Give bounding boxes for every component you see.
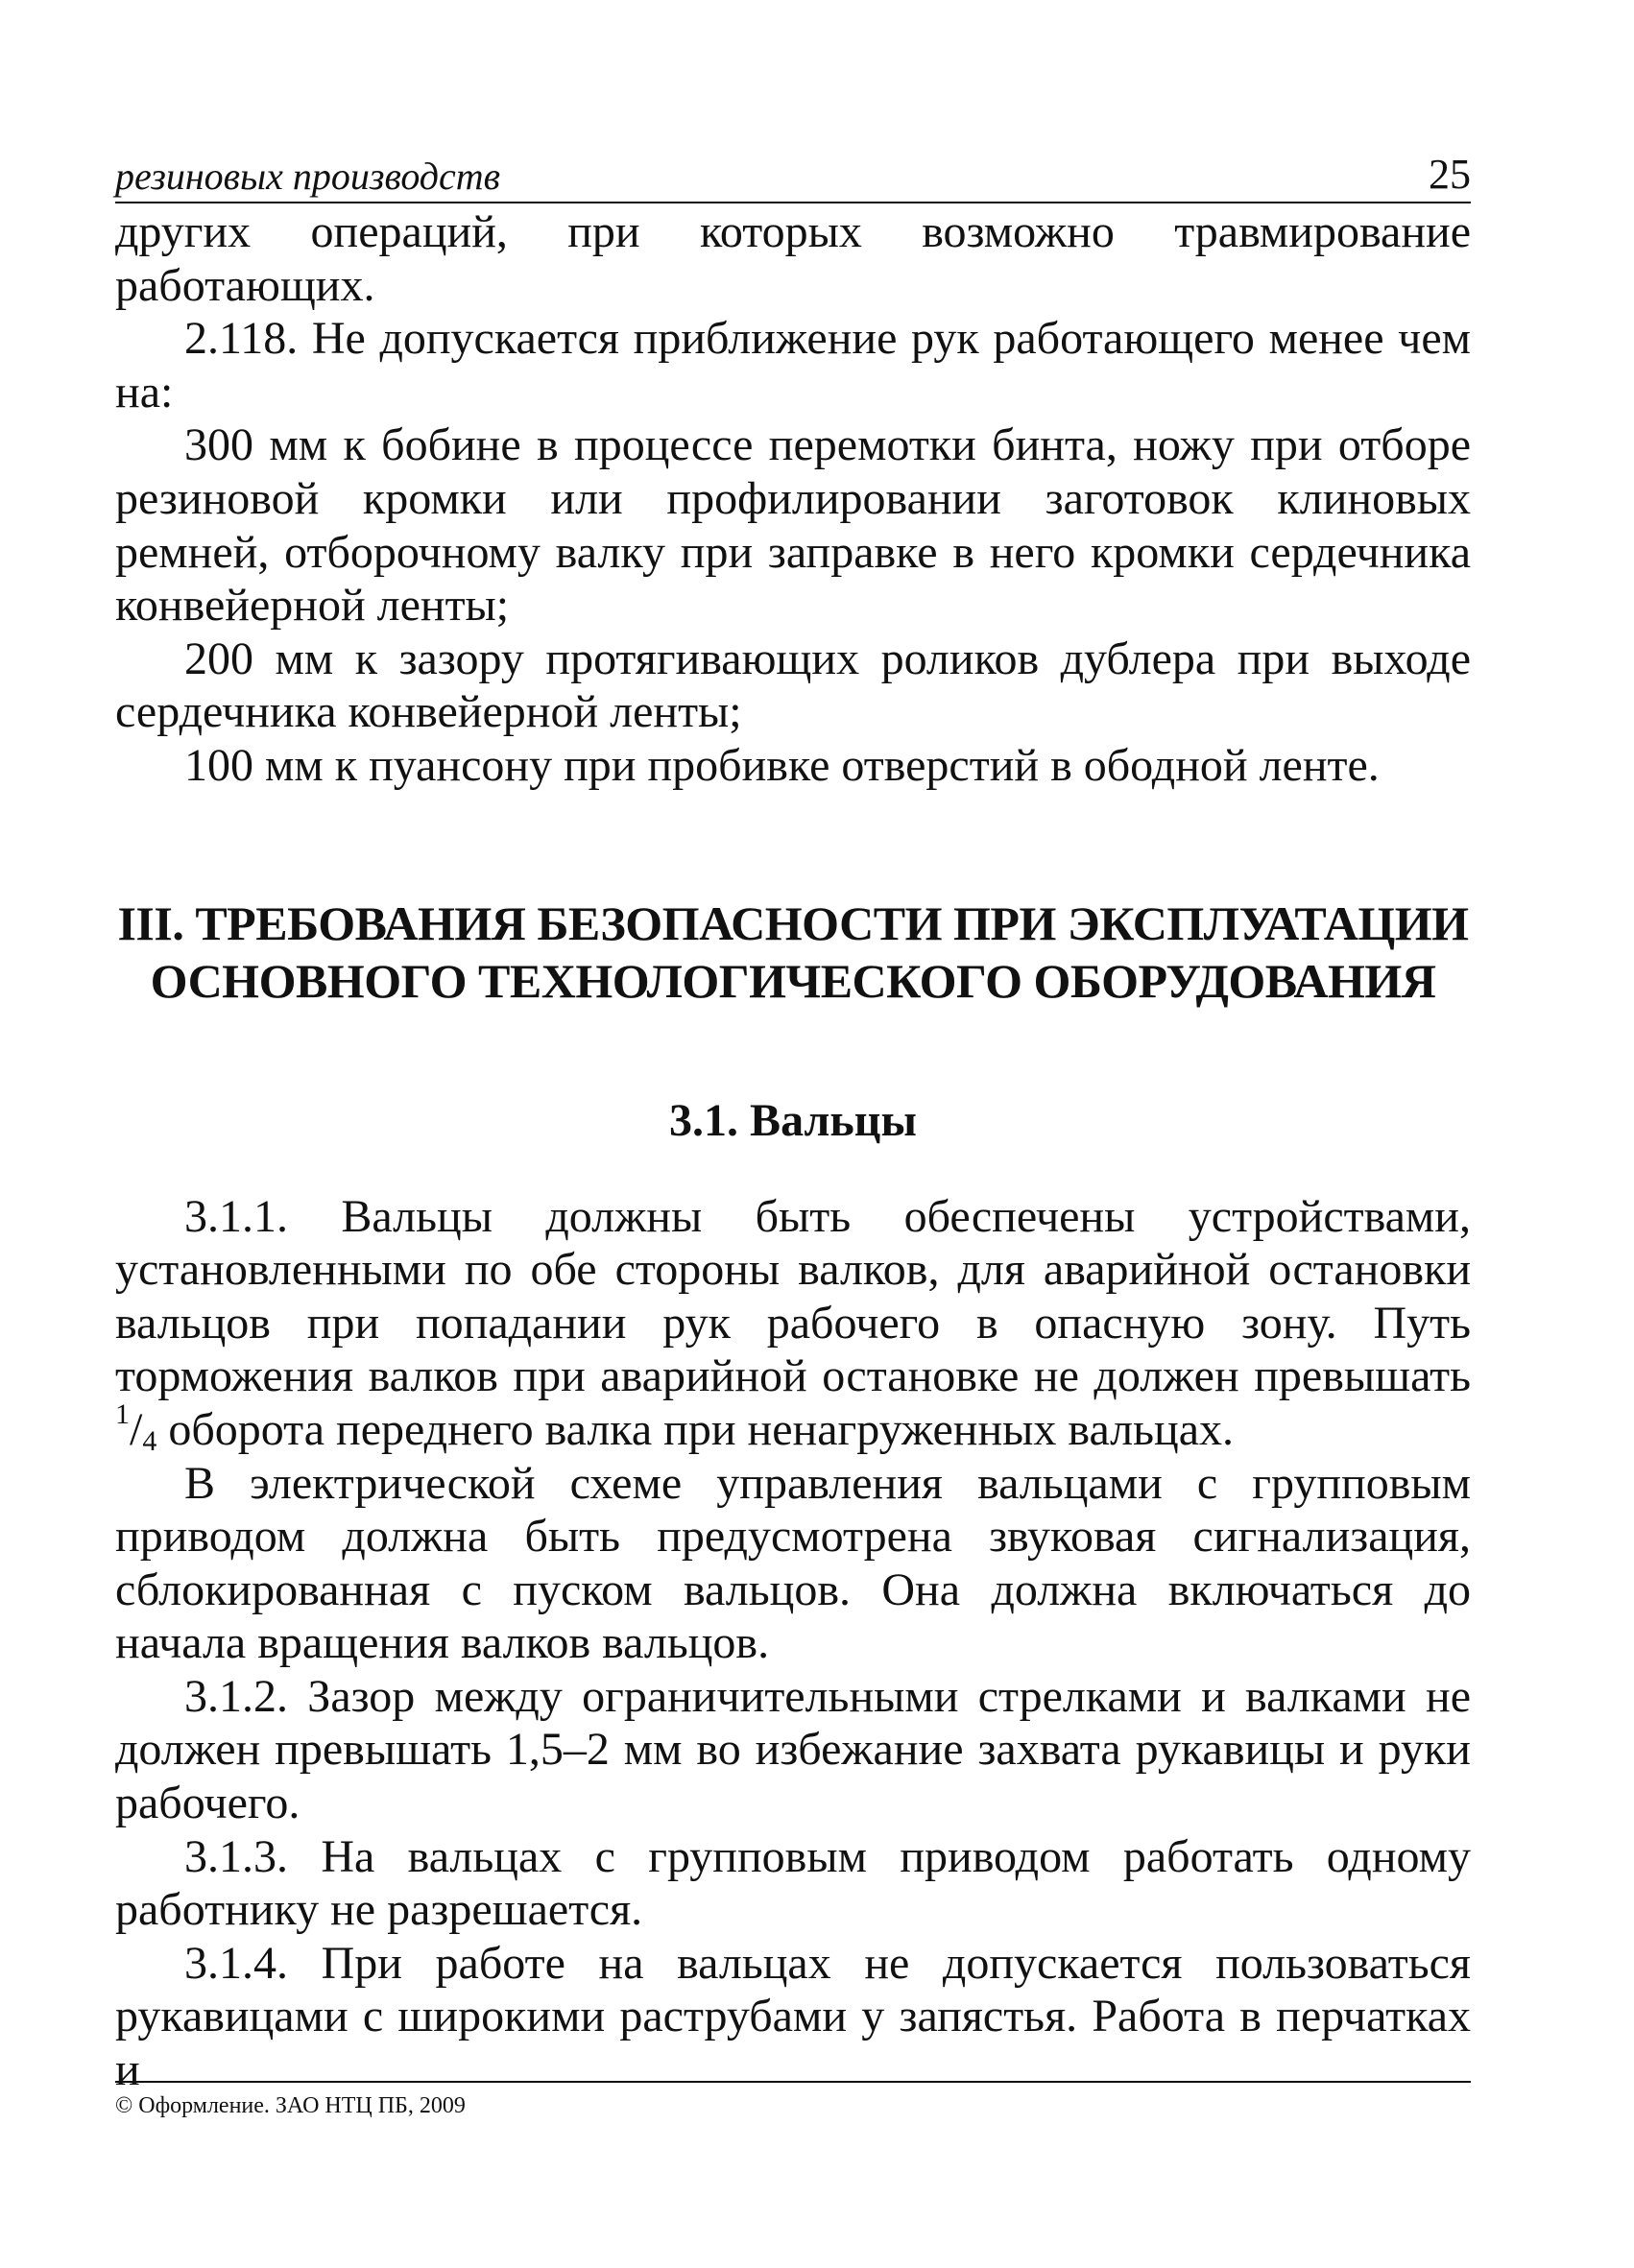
subsection-heading: 3.1. Вальцы xyxy=(669,1094,917,1146)
document-page xyxy=(115,151,1471,2097)
clause-3-1-1 xyxy=(115,1190,1471,1457)
page-number: 25 xyxy=(1429,151,1471,198)
fraction-denominator: 4 xyxy=(142,1424,157,1457)
section-heading-line-1: III. ТРЕБОВАНИЯ БЕЗОПАСНОСТИ ПРИ ЭКСПЛУАТАЦИИ xyxy=(117,895,1469,950)
section-heading-line-2: ОСНОВНОГО ТЕХНОЛОГИЧЕСКОГО ОБОРУДОВАНИЯ xyxy=(150,953,1436,1008)
fraction-numerator: 1 xyxy=(115,1397,130,1430)
clause-3-1-2: 3.1.2. Зазор между ограничительными стрелками и валками не должен превышать 1,5–2 мм во избежание захвата рукавицы и руки рабочего. xyxy=(115,1670,1471,1829)
continuation-paragraph: других операций, при которых возможно травмирование работающих. xyxy=(115,206,1471,311)
body-text xyxy=(115,205,1471,793)
electric-scheme-paragraph: В электрической схеме управления вальцами с групповым приводом должна быть предусмотрена звуковая сигнализация, сблокированная с пуском вальцов. Она должна включаться до начала вращения валков вальцов. xyxy=(115,1457,1471,1669)
running-title: резиновых производств xyxy=(115,155,501,198)
clause-2-118-item-200: 200 мм к зазору протягивающих роликов дублера при выходе сердечника конвейерной ленты; xyxy=(115,633,1471,738)
clause-3-1-3: 3.1.3. На вальцах с групповым приводом работать одному работнику не разрешается. xyxy=(115,1830,1471,1936)
page-footer xyxy=(115,2081,1471,2120)
subsection-body xyxy=(115,1190,1471,2097)
clause-2-118-intro: 2.118. Не допускается приближение рук работающего менее чем на: xyxy=(115,313,1471,418)
clause-3-1-4: 3.1.4. При работе на вальцах не допускается пользоваться рукавицами с широкими раструбами у запястья. Работа в перчатках и xyxy=(115,1937,1471,2096)
fraction-one-quarter xyxy=(115,1397,157,1457)
running-header xyxy=(115,151,1471,203)
clause-3-1-1-text-before: 3.1.1. Вальцы должны быть обеспечены устройствами, установленными по обе стороны валков, для аварийной остановки вальцов при попадании рук рабочего в опасную зону. Путь торможения валков при аварийной остановке не должен превышать xyxy=(115,1190,1471,1402)
copyright-notice: © Оформление. ЗАО НТЦ ПБ, 2009 xyxy=(115,2093,466,2118)
clause-2-118-item-300: 300 мм к бобине в процессе перемотки бинта, ножу при отборе резиновой кромки или профилировании заготовок клиновых ремней, отборочному валку при заправке в него кромки сердечника конвейерной ленты; xyxy=(115,419,1471,632)
fraction-slash: / xyxy=(130,1403,143,1455)
section-heading xyxy=(115,895,1471,1010)
clause-2-118-item-100: 100 мм к пуансону при пробивке отверстий в ободной ленте. xyxy=(184,739,1380,791)
clause-3-1-1-text-after: оборота переднего валка при ненагруженных вальцах. xyxy=(156,1403,1235,1455)
